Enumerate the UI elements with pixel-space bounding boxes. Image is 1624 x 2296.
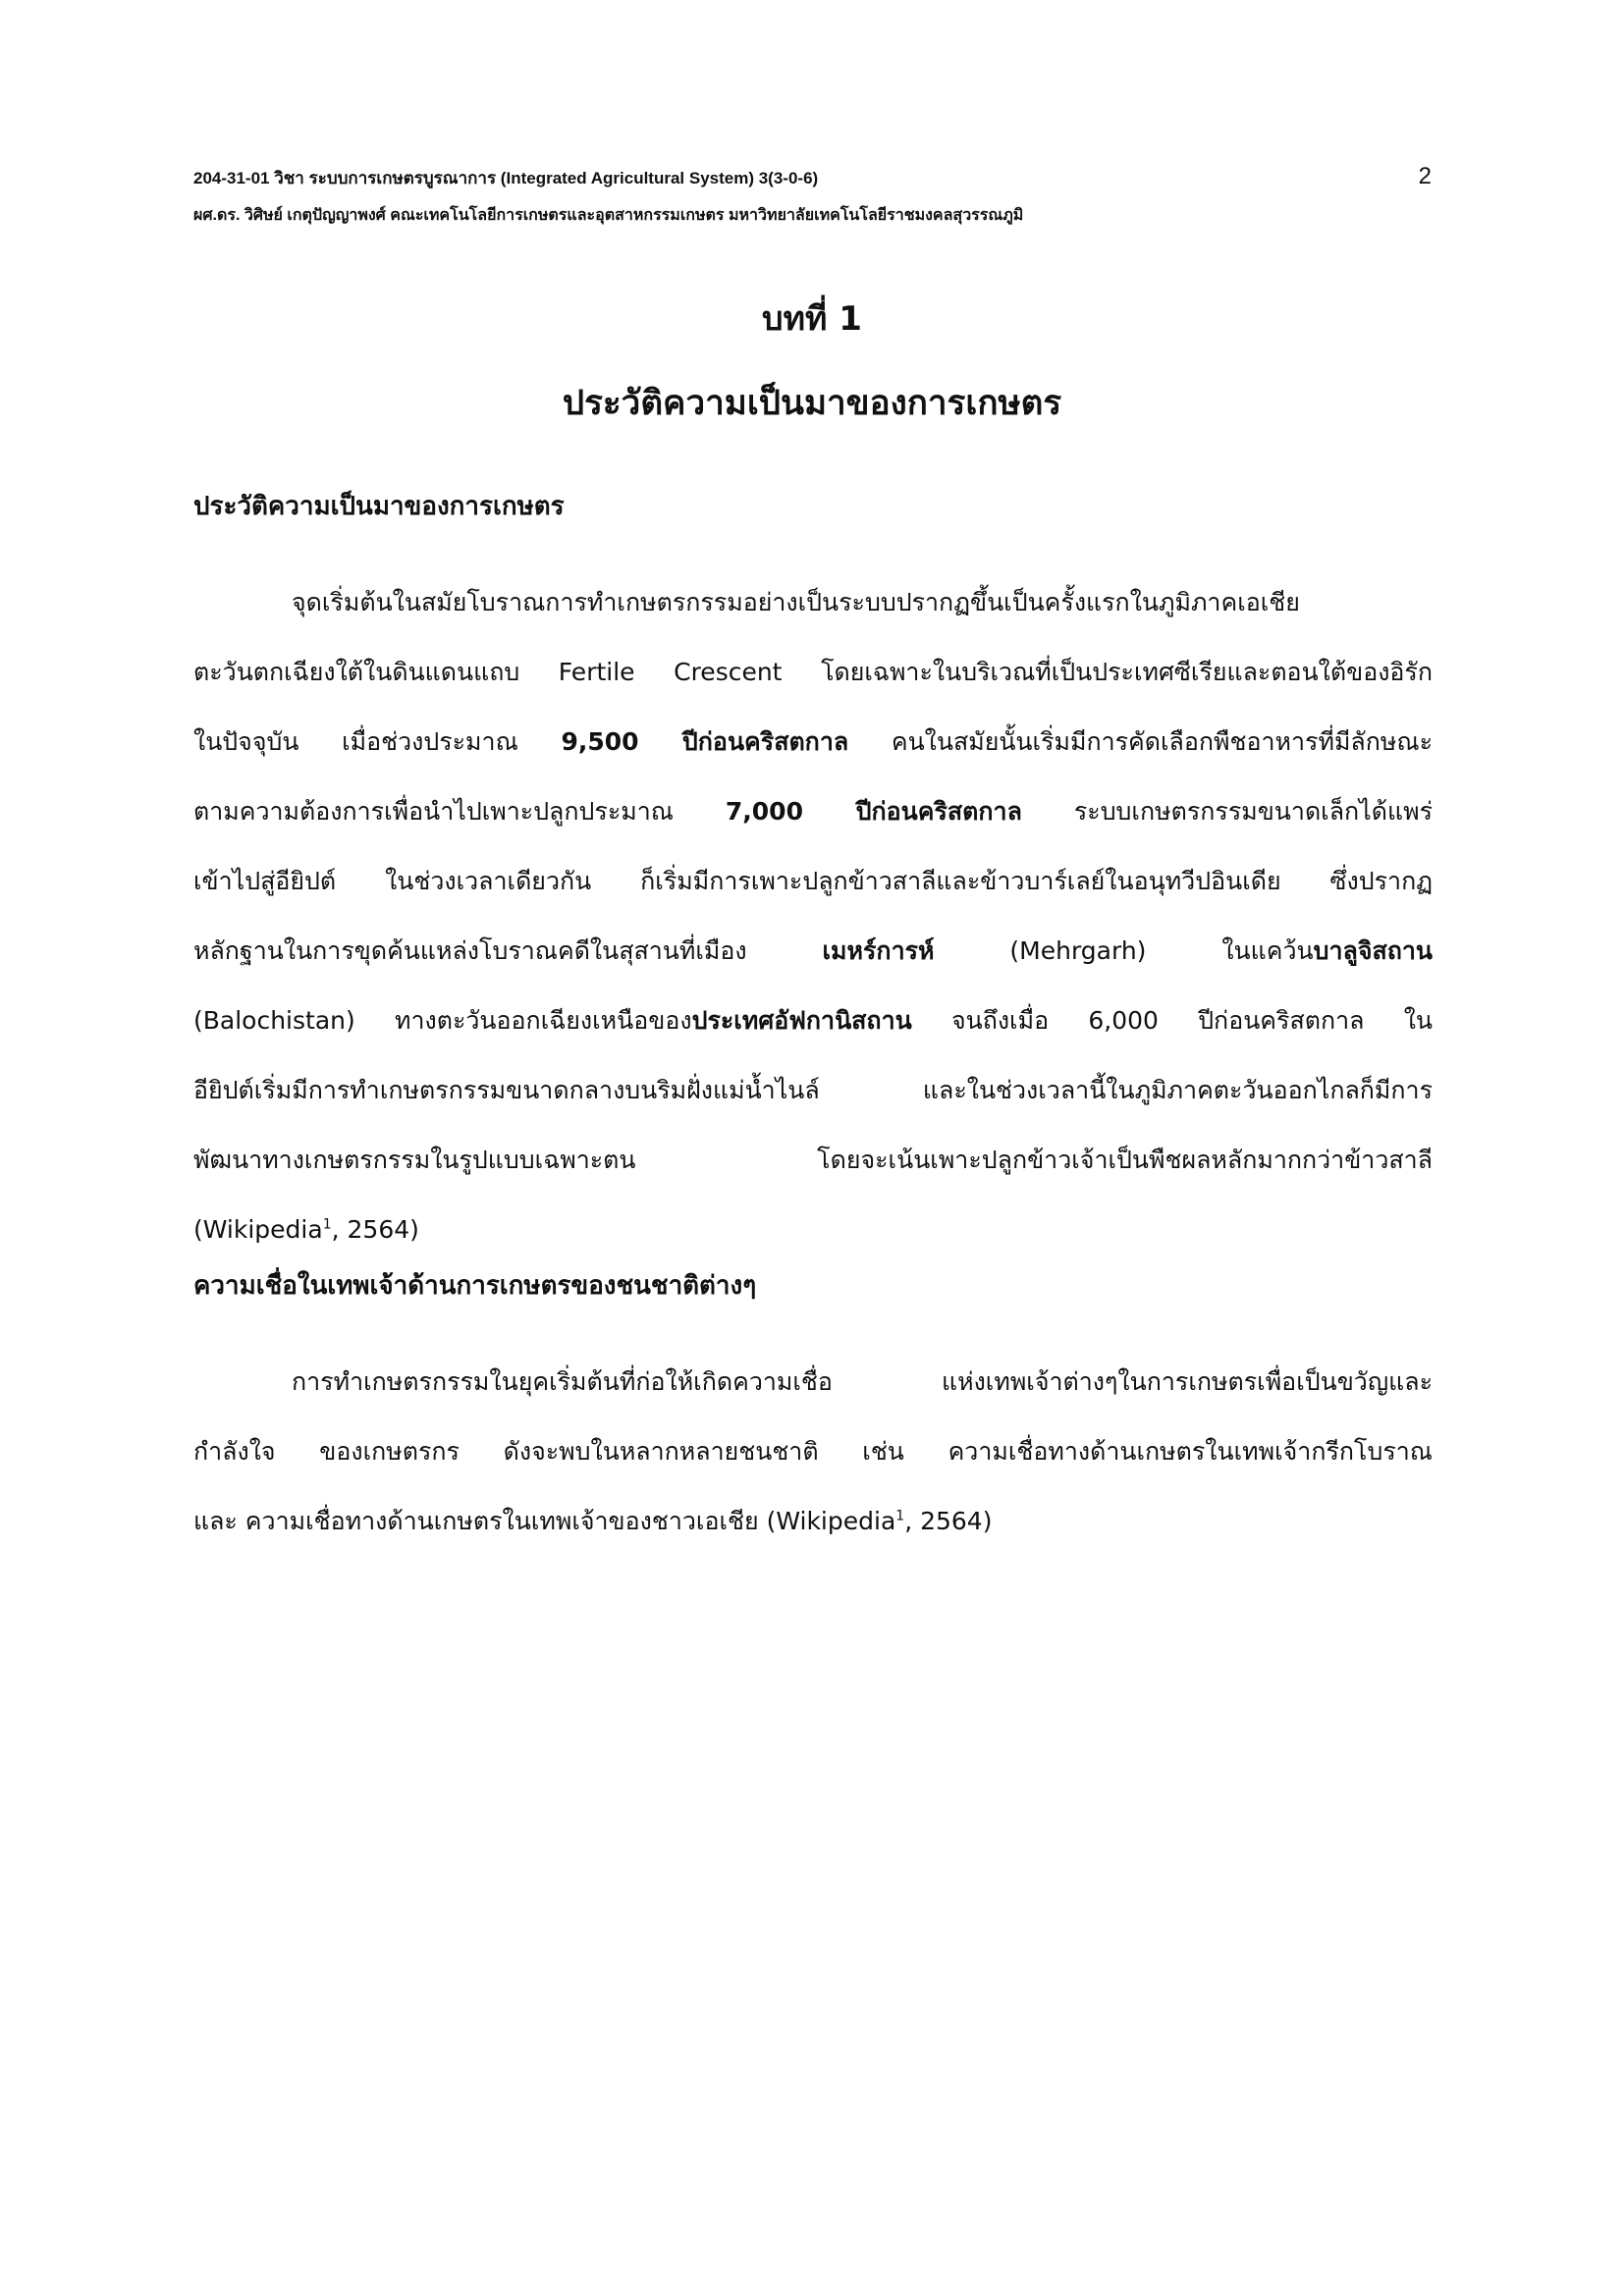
citation-text: , 2564) — [904, 1507, 993, 1535]
paragraph-line — [193, 707, 1433, 776]
paragraph-history — [193, 567, 1433, 1264]
paragraph-beliefs — [193, 1347, 1433, 1556]
paragraph-line: พัฒนาทางเกษตรกรรมในรูปแบบเฉพาะตน โดยจะเน้นเพาะปลูกข้าวเจ้าเป็นพืชผลหลักมากกว่าข้าวสาลี — [193, 1146, 1433, 1174]
section-heading-beliefs: ความเชื่อในเทพเจ้าด้านการเกษตรของชนชาติต่างๆ — [193, 1271, 757, 1301]
bold-place: เมหร์การห์ — [822, 936, 935, 965]
section-heading-history: ประวัติความเป็นมาของการเกษตร — [193, 492, 565, 521]
text-run: (Balochistan) ทางตะวันออกเฉียงเหนือของ — [193, 1006, 692, 1035]
author-affiliation: ผศ.ดร. วิศิษย์ เกตุปัญญาพงศ์ คณะเทคโนโลยีการเกษตรและอุตสาหกรรมเกษตร มหาวิทยาลัยเทคโนโลยีราชมงคลสุวรรณภูมิ — [193, 207, 1024, 224]
course-title: 204-31-01 วิชา ระบบการเกษตรบูรณาการ (Integrated Agricultural System) 3(3-0-6) — [193, 169, 819, 187]
running-header — [193, 167, 1431, 228]
text-run: และ ความเชื่อทางด้านเกษตรในเทพเจ้าของชาวเอเชีย (Wikipedia — [193, 1507, 896, 1535]
text-run: ตามความต้องการเพื่อนำไปเพาะปลูกประมาณ — [193, 797, 726, 826]
paragraph-line: อียิปต์เริ่มมีการทำเกษตรกรรมขนาดกลางบนริมฝั่งแม่น้ำไนล์ และในช่วงเวลานี้ในภูมิภาคตะวันออกไกลก็มีการ — [193, 1076, 1433, 1104]
page-number: 2 — [1418, 163, 1432, 189]
paragraph-line — [193, 916, 1433, 986]
bold-date: 9,500 ปีก่อนคริสตกาล — [561, 727, 849, 756]
bold-place: บาลูจิสถาน — [1313, 936, 1433, 965]
footnote-marker: 1 — [895, 1508, 905, 1524]
citation-text: (Wikipedia — [193, 1215, 323, 1244]
citation-text: , 2564) — [331, 1215, 419, 1244]
text-run: จนถึงเมื่อ 6,000 ปีก่อนคริสตกาล ใน — [911, 1006, 1433, 1035]
paragraph-line — [193, 986, 1433, 1055]
text-run: ระบบเกษตรกรรมขนาดเล็กได้แพร่ — [1021, 797, 1433, 826]
bold-place: ประเทศอัฟกานิสถาน — [691, 1006, 912, 1035]
footnote-marker: 1 — [322, 1216, 332, 1233]
paragraph-line: กำลังใจ ของเกษตรกร ดังจะพบในหลากหลายชนชาติ เช่น ความเชื่อทางด้านเกษตรในเทพเจ้ากรีกโบราณ — [193, 1437, 1433, 1466]
paragraph-line: เข้าไปสู่อียิปต์ ในช่วงเวลาเดียวกัน ก็เริ่มมีการเพาะปลูกข้าวสาลีและข้าวบาร์เลย์ในอนุทวีปอินเดีย ซึ่งปรากฏ — [193, 867, 1433, 895]
paragraph-line — [193, 1486, 1433, 1556]
paragraph-line: จุดเริ่มต้นในสมัยโบราณการทำเกษตรกรรมอย่างเป็นระบบปรากฏขึ้นเป็นครั้งแรกในภูมิภาคเอเชีย — [292, 588, 1300, 616]
text-run: (Mehrgarh) ในแคว้น — [934, 936, 1314, 965]
chapter-title: ประวัติความเป็นมาของการเกษตร — [562, 384, 1062, 423]
bold-date: 7,000 ปีก่อนคริสตกาล — [725, 797, 1022, 826]
text-run: หลักฐานในการขุดค้นแหล่งโบราณคดีในสุสานที่เมือง — [193, 936, 823, 965]
paragraph-line — [193, 776, 1433, 846]
text-run: คนในสมัยนั้นเริ่มมีการคัดเลือกพืชอาหารที่มีลักษณะ — [848, 727, 1433, 756]
text-run: ในปัจจุบัน เมื่อช่วงประมาณ — [193, 727, 562, 756]
paragraph-line: การทำเกษตรกรรมในยุคเริ่มต้นที่ก่อให้เกิดความเชื่อ แห่งเทพเจ้าต่างๆในการเกษตรเพื่อเป็นขวัญและ — [292, 1367, 1433, 1396]
section-beliefs — [193, 1266, 1433, 1556]
section-history — [193, 487, 1433, 1264]
chapter-number: บทที่ 1 — [762, 299, 862, 339]
paragraph-line — [193, 1195, 1433, 1264]
paragraph-line: ตะวันตกเฉียงใต้ในดินแดนแถบ Fertile Crescent โดยเฉพาะในบริเวณที่เป็นประเทศซีเรียและตอนใต้ของอิรัก — [193, 658, 1433, 686]
